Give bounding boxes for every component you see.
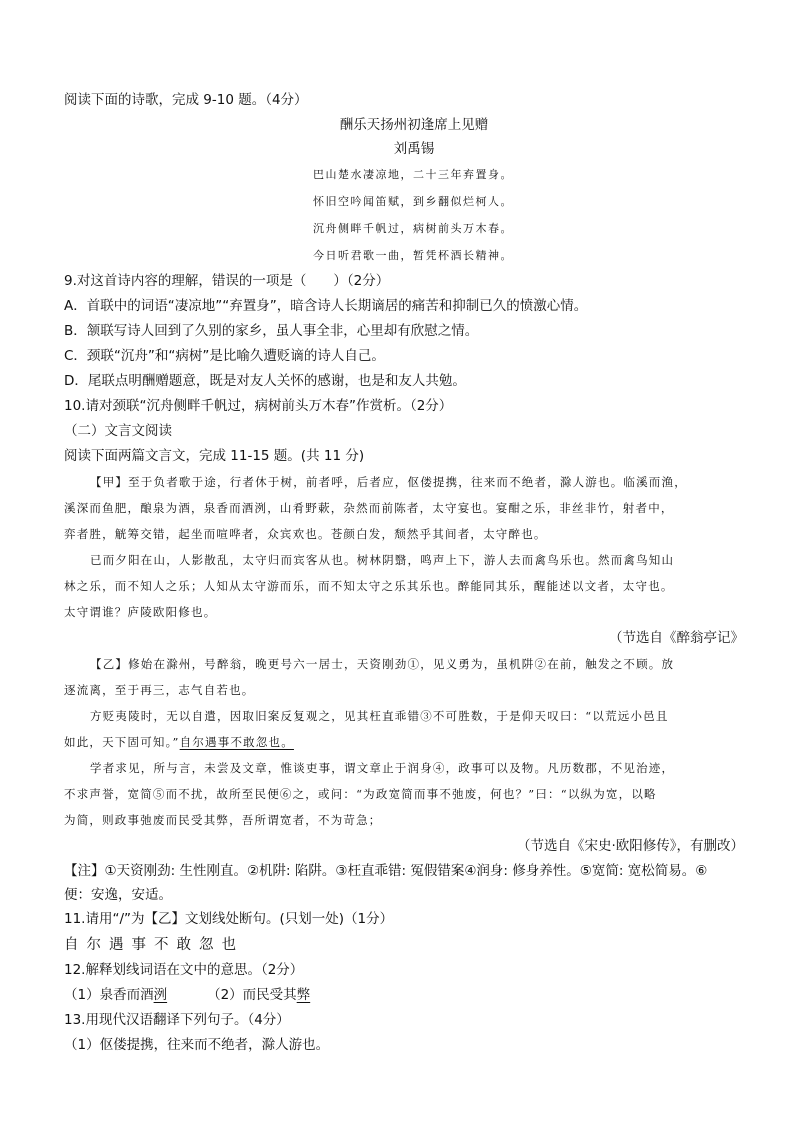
question-9: 9.对这首诗内容的理解，错误的一项是（ ）（2分） xyxy=(64,273,390,289)
passage-jia-line: 【甲】至于负者歌于途，行者休于树，前者呼，后者应，伛偻提携，往来而不绝者，滁人游也。临溪而渔， xyxy=(90,475,687,489)
passage-jia-line: 弈者胜，觥筹交错，起坐而喧哗者，众宾欢也。苍颜白发，颓然乎其间者，太守醉也。 xyxy=(64,527,547,541)
q12-item-1-word: 洌 xyxy=(153,987,168,1003)
poem-line: 怀旧空吟闻笛赋，到乡翻似烂柯人。 xyxy=(313,195,513,208)
question-13-item-1: （1）伛偻提携，往来而不绝者，滁人游也。 xyxy=(64,1037,330,1053)
question-12: 12.解释划线词语在文中的意思。（2分） xyxy=(64,962,304,978)
passage-jia-line: 林之乐，而不知人之乐；人知从太守游而乐，而不知太守之乐其乐也。醉能同其乐，醒能述以文者，太守也。 xyxy=(64,579,674,593)
poem-line: 今日听君歌一曲，暂凭杯酒长精神。 xyxy=(313,249,513,262)
poem-author: 刘禹锡 xyxy=(393,141,435,157)
passage-yi-line xyxy=(64,729,744,755)
option-b: B．颔联写诗人回到了久别的家乡，虽人事全非，心里却有欣慰之情。 xyxy=(64,323,479,339)
passage-jia-line: 太守谓谁？庐陵欧阳修也。 xyxy=(64,605,217,619)
question-10: 10.请对颈联“沉舟侧畔千帆过，病树前头万木春”作赏析。（2分） xyxy=(64,398,453,414)
q12-item-2-word: 弊 xyxy=(296,987,311,1003)
passage-yi-line: 逐流离，至于再三，志气自若也。 xyxy=(64,683,255,697)
passage-yi-line: 方贬夷陵时，无以自遣，因取旧案反复观之，见其枉直乖错③不可胜数，于是仰天叹曰：“以荒远小邑且 xyxy=(90,709,669,723)
passage-jia-source: （节选自《醉翁亭记》 xyxy=(609,630,744,646)
passage-jia-line: 溪深而鱼肥，酿泉为酒，泉香而酒洌，山肴野蔌，杂然而前陈者，太守宴也。宴酣之乐，非丝非竹，射者中， xyxy=(64,501,674,515)
underlined-sentence: 自尔遇事不敢忽也。 xyxy=(179,735,294,749)
passage-yi-line: 学者求见，所与言，未尝及文章，惟谈吏事，谓文章止于润身④，政事可以及物。凡历数郡，不见治迹， xyxy=(90,761,675,775)
question-11: 11.请用“/”为【乙】文划线处断句。(只划一处)（1分） xyxy=(64,911,394,927)
passage-yi-line: 【乙】修始在滁州，号醉翁，晚更号六一居士，天资刚劲①，见义勇为，虽机阱②在前，触发之不顾。放 xyxy=(90,657,675,671)
q12-item-1: （1）泉香而酒 xyxy=(64,987,154,1003)
option-d: D．尾联点明酬赠题意，既是对友人关怀的感谢，也是和友人共勉。 xyxy=(64,373,466,389)
classical-instruction: 阅读下面两篇文言文，完成 11-15 题。(共 11 分) xyxy=(64,448,365,464)
option-a: A．首联中的词语“凄凉地”“弃置身”，暗含诗人长期谪居的痛苦和抑制已久的愤激心情。 xyxy=(64,298,588,314)
passage-yi-source: （节选自《宋史·欧阳修传》，有删改） xyxy=(516,838,744,854)
exam-page xyxy=(64,88,744,1058)
poem-line: 沉舟侧畔千帆过，病树前头万木春。 xyxy=(313,222,513,235)
question-13: 13.用现代汉语翻译下列句子。（4分） xyxy=(64,1012,290,1028)
poem-instruction: 阅读下面的诗歌，完成 9-10 题。（4分） xyxy=(64,92,308,108)
question-11-sentence: 自尔遇事不敢忽也 xyxy=(64,937,244,953)
option-c: C．颈联“沉舟”和“病树”是比喻久遭贬谪的诗人自己。 xyxy=(64,348,385,364)
poem-title: 酬乐天扬州初逢席上见赠 xyxy=(339,117,489,133)
annotation-line: 便：安逸，安适。 xyxy=(64,887,172,903)
passage-yi-text: 如此，天下固可知。” xyxy=(64,735,180,749)
question-12-items xyxy=(64,983,744,1008)
poem-line: 巴山楚水凄凉地，二十三年弃置身。 xyxy=(313,168,513,181)
section-heading: （二）文言文阅读 xyxy=(64,423,172,439)
passage-jia-line: 已而夕阳在山，人影散乱，太守归而宾客从也。树林阴翳，鸣声上下，游人去而禽鸟乐也。然而禽鸟知山 xyxy=(90,553,675,567)
annotation-line: 【注】①天资刚劲: 生性刚直。②机阱: 陷阱。③枉直乖错: 冤假错案④润身: 修身养性。⑤宽简: 宽松简易。⑥ xyxy=(64,863,708,879)
passage-yi-line: 不求声誉，宽简⑤而不扰，故所至民便⑥之，或问：“为政宽简而事不弛废，何也？”曰：“以纵为宽，以略 xyxy=(64,787,657,801)
passage-yi-line: 为简，则政事弛废而民受其弊，吾所谓宽者，不为苛急； xyxy=(64,813,382,827)
q12-item-2: （2）而民受其 xyxy=(207,987,297,1003)
